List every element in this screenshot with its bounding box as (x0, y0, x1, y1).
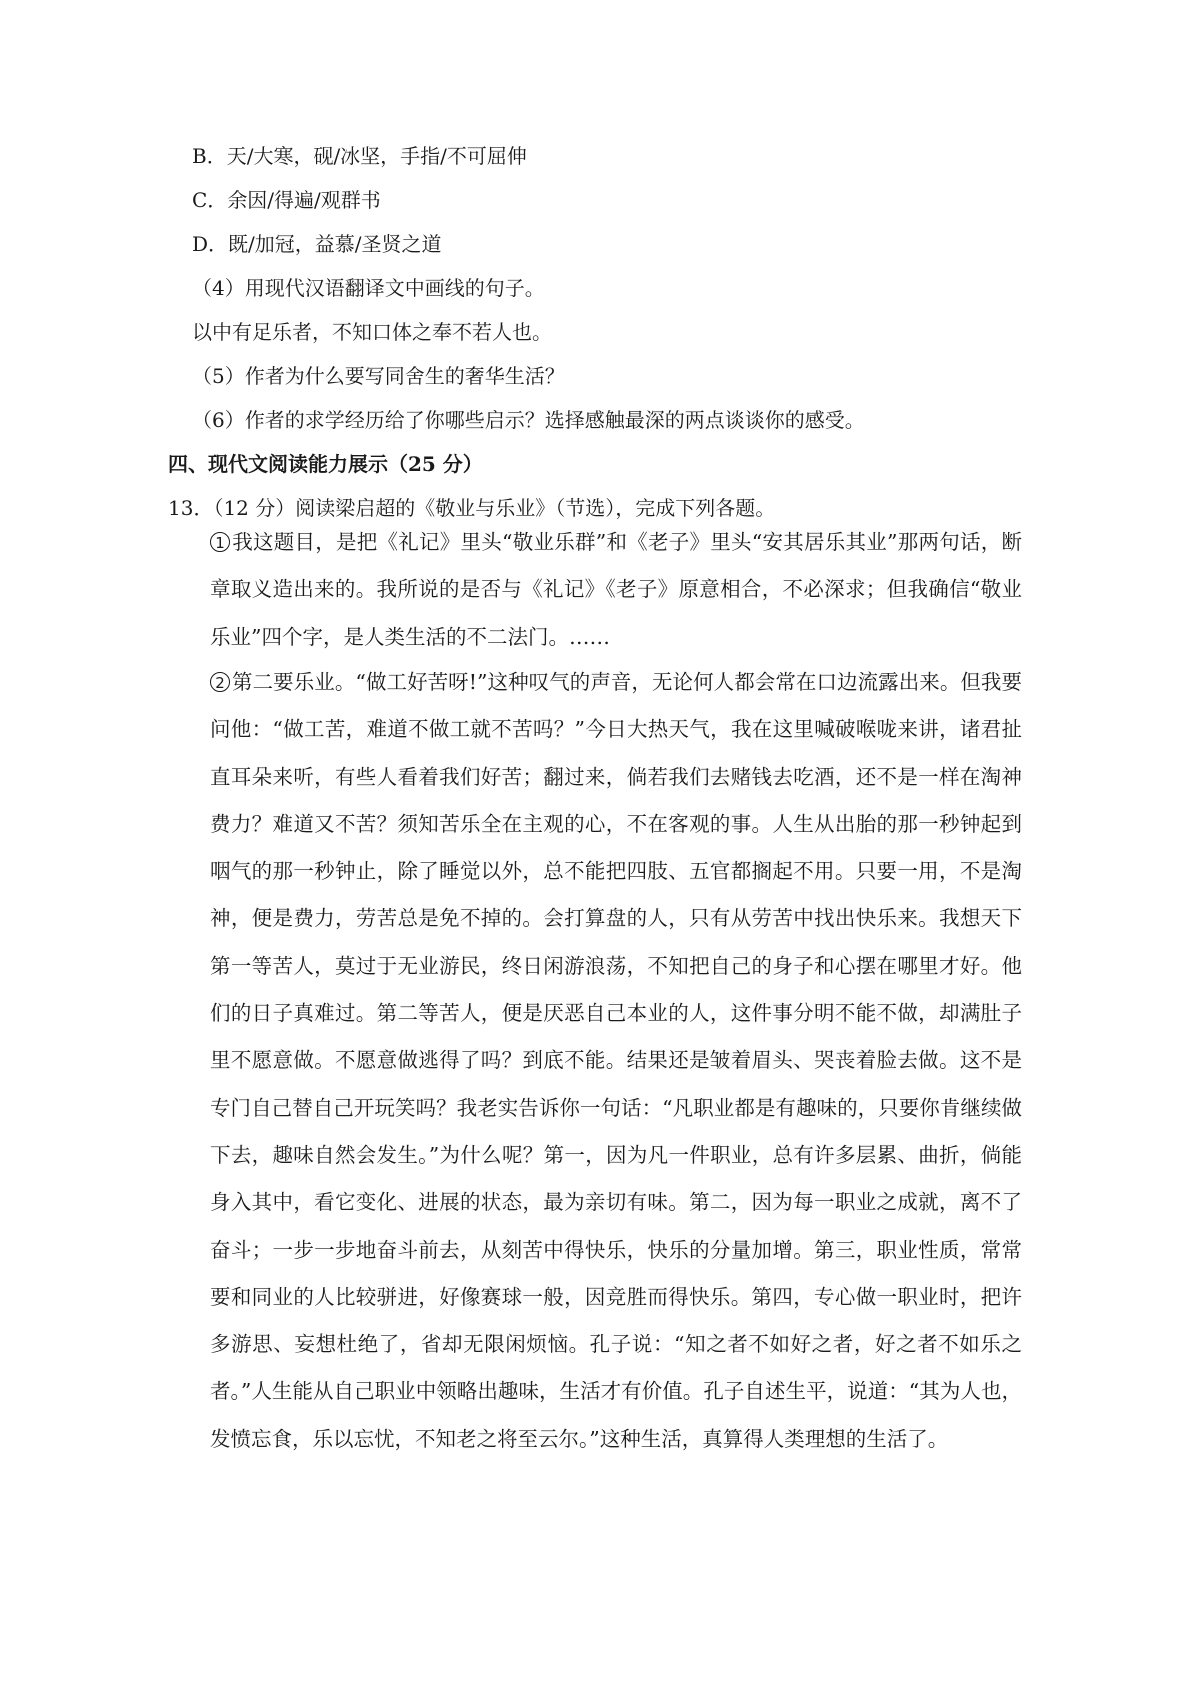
subquestion-4: （4）用现代汉语翻译文中画线的句子。 (192, 276, 545, 300)
option-b-text: 天/大寒，砚/冰坚，手指/不可屈伸 (226, 144, 527, 168)
subquestion-5: （5）作者为什么要写同舍生的奢华生活？ (192, 364, 565, 388)
option-b-letter: B． (192, 144, 227, 168)
option-d (192, 231, 442, 257)
paragraph-number-2: 2 (210, 672, 230, 692)
passage-paragraph-2 (210, 659, 1022, 1463)
subquestion-4-sentence: 以中有足乐者，不知口体之奉不若人也。 (192, 320, 552, 344)
option-d-letter: D． (192, 232, 229, 256)
option-c-letter: C． (192, 188, 228, 212)
passage-paragraph-1 (210, 519, 1022, 661)
paragraph-number-1: 1 (210, 532, 230, 552)
option-b (192, 143, 527, 169)
paragraph-2-text: 第二要乐业。“做工好苦呀!”这种叹气的声音，无论何人都会常在口边流露出来。但我要问他：“做工苦，难道不做工就不苦吗？”今日大热天气，我在这里喊破喉咙来讲，诸君扯直耳朵来听，有些人看着我们好苦；翻过来，倘若我们去赌钱去吃酒，还不是一样在淘神费力？难道又不苦？须知苦乐全在主观的心，不在客观的事。人生从出胎的那一秒钟起到咽气的那一秒钟止，除了睡觉以外，总不能把四肢、五官都搁起不用。只要一用，不是淘神，便是费力，劳苦总是免不掉的。会打算盘的人，只有从劳苦中找出快乐来。我想天下第一等苦人，莫过于无业游民，终日闲游浪荡，不知把自己的身子和心摆在哪里才好。他们的日子真难过。第二等苦人，便是厌恶自己本业的人，这件事分明不能不做，却满肚子里不愿意做。不愿意做逃得了吗？到底不能。结果还是皱着眉头、哭丧着脸去做。这不是专门自己替自己开玩笑吗？我老实告诉你一句话：“凡职业都是有趣味的，只要你肯继续做下去，趣味自然会发生。”为什么呢？第一，因为凡一件职业，总有许多层累、曲折，倘能身入其中，看它变化、进展的状态，最为亲切有味。第二，因为每一职业之成就，离不了奋斗；一步一步地奋斗前去，从刻苦中得快乐，快乐的分量加增。第三，职业性质，常常要和同业的人比较骈进，好像赛球一般，因竞胜而得快乐。第四，专心做一职业时，把许多游思、妄想杜绝了，省却无限闲烦恼。孔子说：“知之者不如好之者，好之者不如乐之者。”人生能从自己职业中领略出趣味，生活才有价值。孔子自述生平，说道：“其为人也，发愤忘食，乐以忘忧，不知老之将至云尔。”这种生活，真算得人类理想的生活了。 (210, 670, 1022, 1451)
option-c-text: 余因/得遍/观群书 (227, 188, 381, 212)
option-d-text: 既/加冠，益慕/圣贤之道 (228, 232, 442, 256)
subquestion-6: （6）作者的求学经历给了你哪些启示？选择感触最深的两点谈谈你的感受。 (192, 408, 865, 432)
paragraph-1-text: 我这题目，是把《礼记》里头“敬业乐群”和《老子》里头“安其居乐其业”那两句话，断章取义造出来的。我所说的是否与《礼记》《老子》原意相合，不必深求；但我确信“敬业乐业”四个字，是人类生活的不二法门。…… (210, 530, 1022, 649)
question-13-prompt: 13．（12 分）阅读梁启超的《敬业与乐业》（节选），完成下列各题。 (168, 496, 776, 520)
section-heading: 四、现代文阅读能力展示（25 分） (168, 452, 483, 476)
option-c (192, 187, 381, 213)
